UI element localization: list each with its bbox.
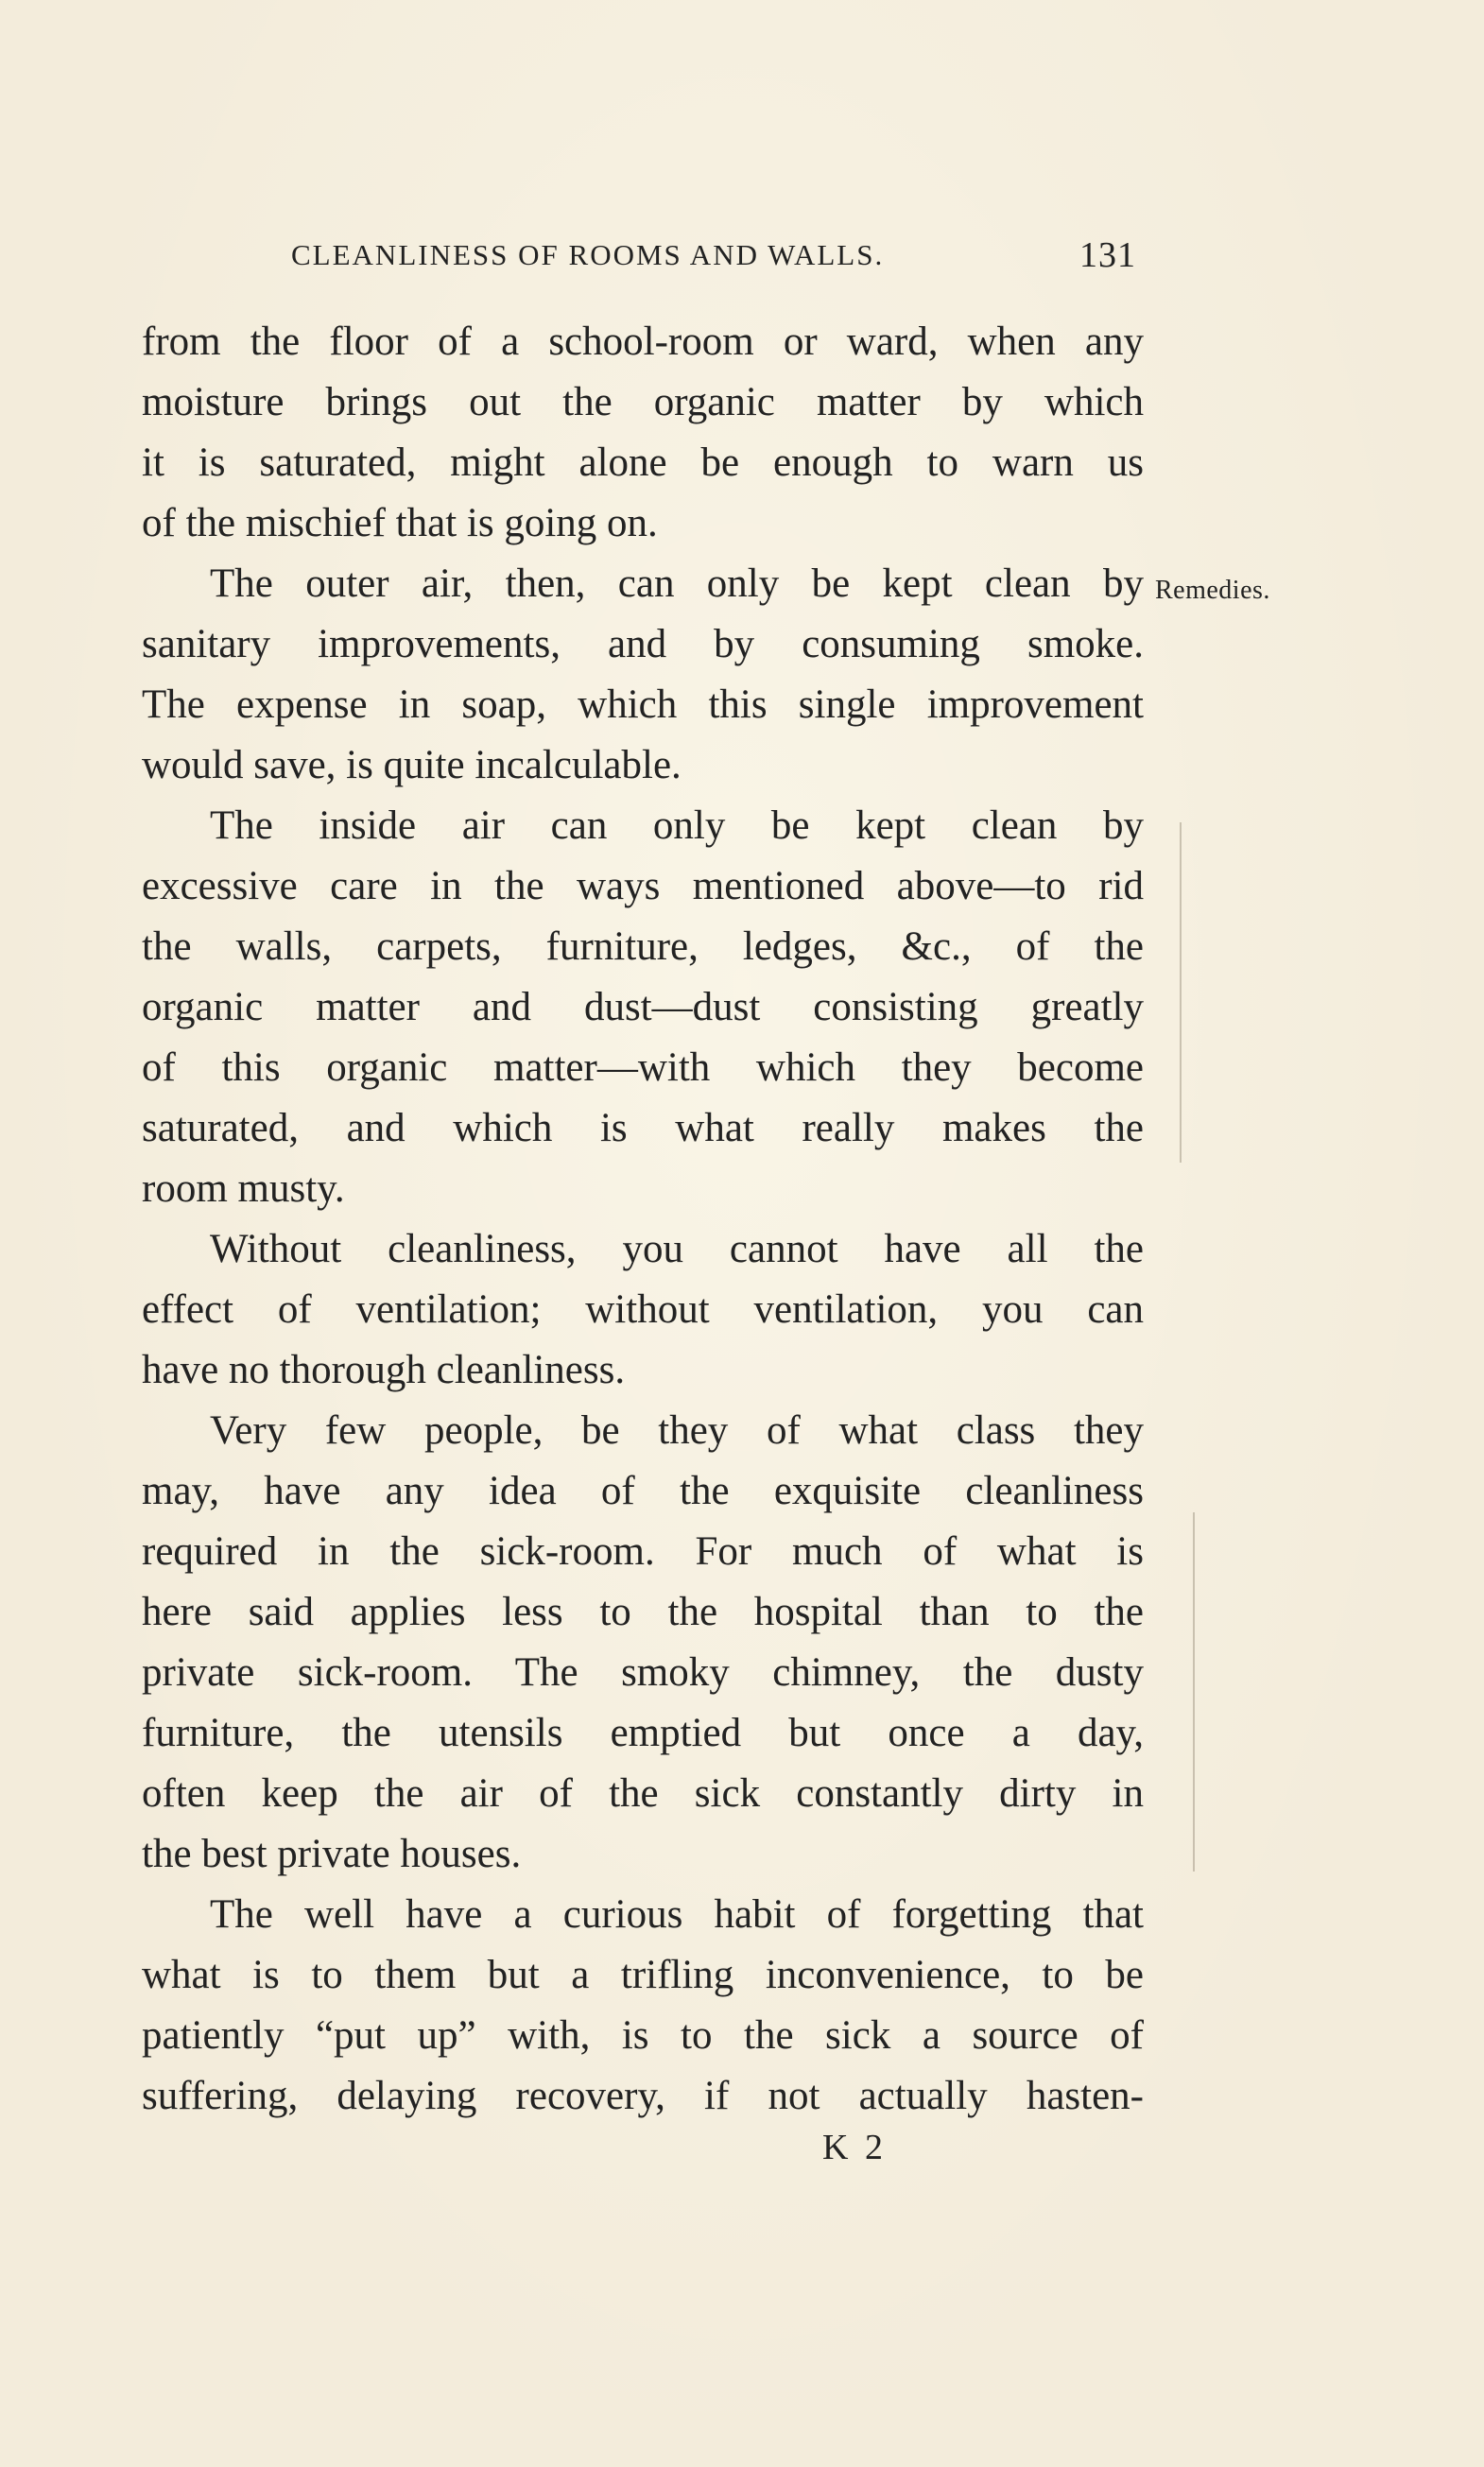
page-number: 131 (1079, 235, 1136, 275)
text-line: The inside air can only be kept clean by (210, 803, 1144, 848)
text-line: have no thorough cleanliness. (142, 1348, 626, 1392)
text-line: of the mischief that is going on. (142, 501, 658, 545)
text-line: required in the sick-room. For much of what is (142, 1529, 1144, 1574)
margin-mark (1180, 822, 1182, 1163)
text-line: Without cleanliness, you cannot have all the (210, 1227, 1144, 1271)
text-line: it is saturated, might alone be enough to warn us (142, 440, 1144, 485)
signature-mark: K 2 (822, 2128, 887, 2167)
text-line: Very few people, be they of what class they (210, 1408, 1144, 1453)
text-line: here said applies less to the hospital than to the (142, 1590, 1144, 1634)
text-line: private sick-room. The smoky chimney, the dusty (142, 1650, 1144, 1695)
text-line: moisture brings out the organic matter by which (142, 380, 1144, 424)
body-text (142, 312, 1144, 2127)
text-line: room musty. (142, 1166, 345, 1211)
text-line: may, have any idea of the exquisite cleanliness (142, 1469, 1144, 1513)
text-line: patiently “put up” with, is to the sick a source of (142, 2013, 1144, 2058)
text-line: would save, is quite incalculable. (142, 743, 682, 787)
text-line: excessive care in the ways mentioned above—to rid (142, 864, 1144, 908)
text-line: from the floor of a school-room or ward, when any (142, 319, 1144, 364)
text-line: The well have a curious habit of forgetting that (210, 1892, 1144, 1937)
running-head-title: CLEANLINESS OF ROOMS AND WALLS. (291, 238, 885, 271)
text-line: saturated, and which is what really makes the (142, 1106, 1144, 1150)
text-line: The outer air, then, can only be kept clean by (210, 561, 1144, 606)
text-line: furniture, the utensils emptied but once a day, (142, 1711, 1144, 1755)
text-line: organic matter and dust—dust consisting greatly (142, 985, 1144, 1029)
sidenote-remedies: Remedies. (1155, 576, 1270, 605)
text-line: often keep the air of the sick constantly dirty in (142, 1771, 1144, 1816)
text-line: The expense in soap, which this single improvement (142, 682, 1144, 727)
text-line: of this organic matter—with which they become (142, 1045, 1144, 1090)
text-line: the best private houses. (142, 1832, 522, 1876)
text-line: effect of ventilation; without ventilation, you can (142, 1287, 1144, 1332)
text-line: sanitary improvements, and by consuming smoke. (142, 622, 1144, 666)
margin-mark (1193, 1512, 1195, 1872)
text-line: what is to them but a trifling inconvenience, to be (142, 1953, 1144, 1997)
running-head (274, 227, 1136, 284)
text-line: the walls, carpets, furniture, ledges, &c., of the (142, 924, 1144, 969)
text-line: suffering, delaying recovery, if not actually hasten- (142, 2074, 1144, 2118)
